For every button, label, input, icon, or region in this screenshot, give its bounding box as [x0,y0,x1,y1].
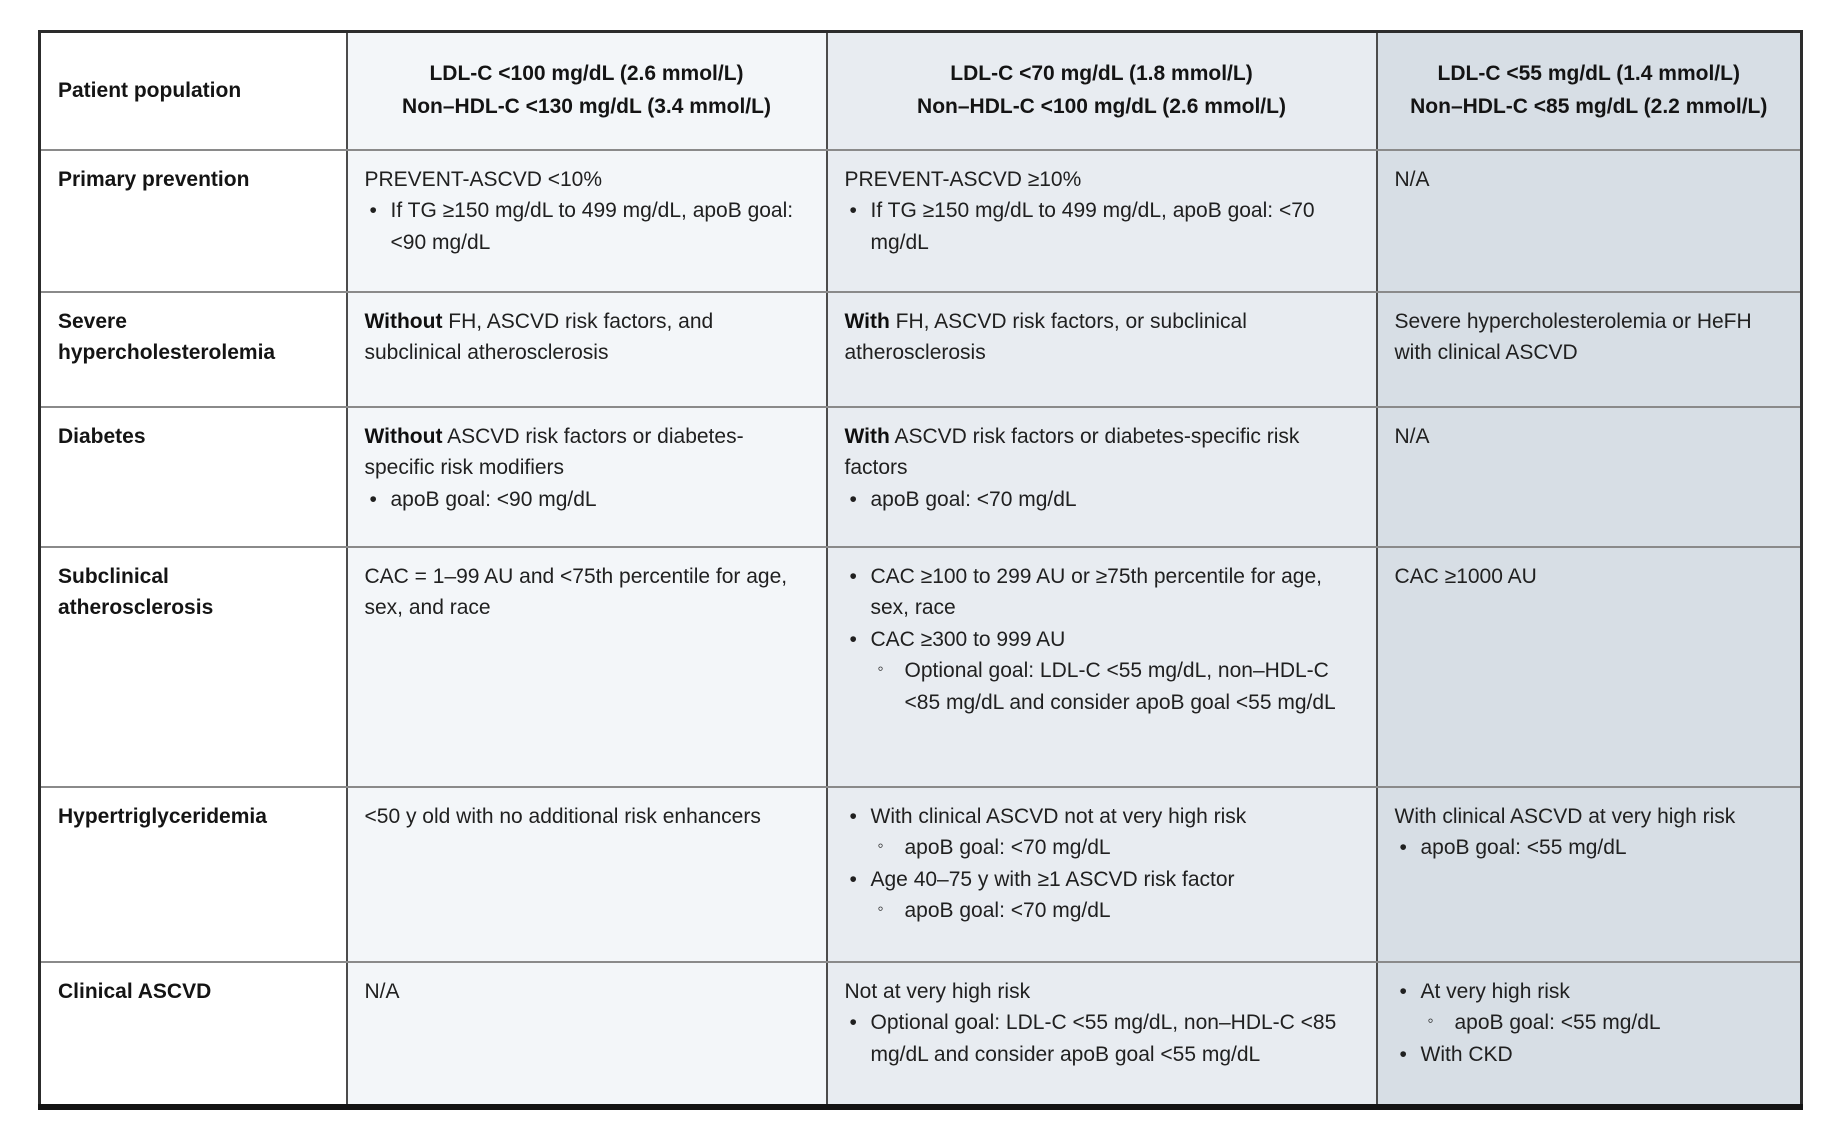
table-head [40,32,1802,150]
table-cell [347,787,827,962]
cell-bullet-item: • Age 40–75 y with ≥1 ASCVD risk factor [845,864,1359,896]
bullet-marker: • [849,804,857,828]
cell-bullet-item: • apoB goal: <55 mg/dL [1395,832,1784,864]
table-cell [1377,547,1802,787]
row-label: Diabetes [40,407,347,547]
cell-bullet-item: • With CKD [1395,1039,1784,1071]
bullet-marker: • [849,627,857,651]
cell-bullet-item: • If TG ≥150 mg/dL to 499 mg/dL, apoB goal: <70 mg/dL [845,195,1359,258]
table-cell [827,962,1377,1107]
emphasis-text: With [844,309,890,333]
cell-bullet-item: • CAC ≥100 to 299 AU or ≥75th percentile for age, sex, race [845,561,1359,624]
table-row [40,962,1802,1107]
table-row [40,407,1802,547]
table-cell [827,407,1377,547]
row-label: Primary prevention [40,150,347,292]
cell-text: With ASCVD risk factors or diabetes-specific risk factors [844,424,1300,479]
table-cell [347,407,827,547]
column-header [347,32,827,150]
table-cell [827,547,1377,787]
cell-bullet-item: • CAC ≥300 to 999 AU [845,624,1359,656]
cell-text: <50 y old with no additional risk enhancers [364,804,761,828]
cell-bullet-item: • apoB goal: <70 mg/dL [845,484,1359,516]
cell-bullet-item: • At very high risk [1395,976,1784,1008]
bullet-marker: • [849,867,857,891]
table-cell [347,547,827,787]
subbullet-marker: ◦ [877,836,884,855]
column-header: Patient population [40,32,347,150]
cell-text: Without ASCVD risk factors or diabetes-specific risk modifiers [364,424,744,479]
goal-header-line: LDL-C <55 mg/dL (1.4 mmol/L) [1437,62,1740,86]
cell-text: PREVENT-ASCVD <10% [364,167,603,191]
emphasis-text: With [844,424,890,448]
goal-header-line: Non–HDL-C <130 mg/dL (3.4 mmol/L) [402,94,771,118]
table-cell [1377,962,1802,1107]
cell-text: Severe hypercholesterolemia or HeFH with clinical ASCVD [1394,309,1752,364]
bullet-marker: • [369,199,377,222]
subbullet-marker: ◦ [877,899,884,918]
table-cell [347,962,827,1107]
cell-sub-item: ◦ apoB goal: <55 mg/dL [1395,1007,1784,1039]
cell-bullet-item: • apoB goal: <90 mg/dL [365,484,809,516]
table-cell [1377,150,1802,292]
table-row [40,150,1802,292]
table-row [40,547,1802,787]
table-cell [827,292,1377,407]
header-row [40,32,1802,150]
cell-bullet-item: • With clinical ASCVD not at very high risk [845,801,1359,833]
ldl-goal-table [38,30,1803,1110]
emphasis-text: Without [364,424,443,448]
cell-text: N/A [1394,167,1430,191]
cell-text: Not at very high risk [844,979,1031,1003]
bullet-marker: • [849,199,857,222]
cell-text: CAC ≥1000 AU [1394,564,1537,588]
cell-text: With FH, ASCVD risk factors, or subclinical atherosclerosis [844,309,1247,364]
table-cell [347,292,827,407]
row-label: Hypertriglyceridemia [40,787,347,962]
bullet-marker: • [849,487,857,511]
cell-text: N/A [1394,424,1430,448]
table-row [40,292,1802,407]
table-cell [827,787,1377,962]
bullet-marker: • [849,1011,857,1034]
cell-bullet-item: • If TG ≥150 mg/dL to 499 mg/dL, apoB goal: <90 mg/dL [365,195,809,258]
bullet-marker: • [849,564,857,588]
ldl-goal-table-wrap [38,30,1800,1110]
cell-text: PREVENT-ASCVD ≥10% [844,167,1082,191]
cell-sub-item: ◦ apoB goal: <70 mg/dL [845,832,1359,864]
cell-text: CAC = 1–99 AU and <75th percentile for age, sex, and race [364,564,788,619]
table-row [40,787,1802,962]
table-cell [1377,407,1802,547]
cell-text: With clinical ASCVD at very high risk [1394,804,1736,828]
row-label: Clinical ASCVD [40,962,347,1107]
table-cell [827,150,1377,292]
column-header [1377,32,1802,150]
subbullet-marker: ◦ [877,659,884,678]
subbullet-marker: ◦ [1427,1011,1434,1030]
cell-sub-item: ◦ Optional goal: LDL-C <55 mg/dL, non–HDL-C <85 mg/dL and consider apoB goal <55 mg/dL [845,655,1359,718]
bullet-marker: • [1399,1042,1407,1066]
cell-bullet-item: • Optional goal: LDL-C <55 mg/dL, non–HDL-C <85 mg/dL and consider apoB goal <55 mg/dL [845,1007,1359,1070]
table-cell [1377,292,1802,407]
goal-header-line: LDL-C <70 mg/dL (1.8 mmol/L) [950,62,1253,86]
bullet-marker: • [369,487,377,511]
goal-header-line: Non–HDL-C <85 mg/dL (2.2 mmol/L) [1410,94,1768,118]
table-cell [347,150,827,292]
cell-text: Without FH, ASCVD risk factors, and subclinical atherosclerosis [364,309,714,364]
row-label: Severe hypercholesterolemia [40,292,347,407]
row-label: Subclinical atherosclerosis [40,547,347,787]
table-body [40,150,1802,1107]
bullet-marker: • [1399,836,1407,859]
cell-sub-item: ◦ apoB goal: <70 mg/dL [845,895,1359,927]
goal-header-line: Non–HDL-C <100 mg/dL (2.6 mmol/L) [917,94,1286,118]
cell-text: N/A [364,979,400,1003]
table-cell [1377,787,1802,962]
column-header [827,32,1377,150]
emphasis-text: Without [364,309,443,333]
bullet-marker: • [1399,979,1407,1003]
goal-header-line: LDL-C <100 mg/dL (2.6 mmol/L) [429,62,744,86]
